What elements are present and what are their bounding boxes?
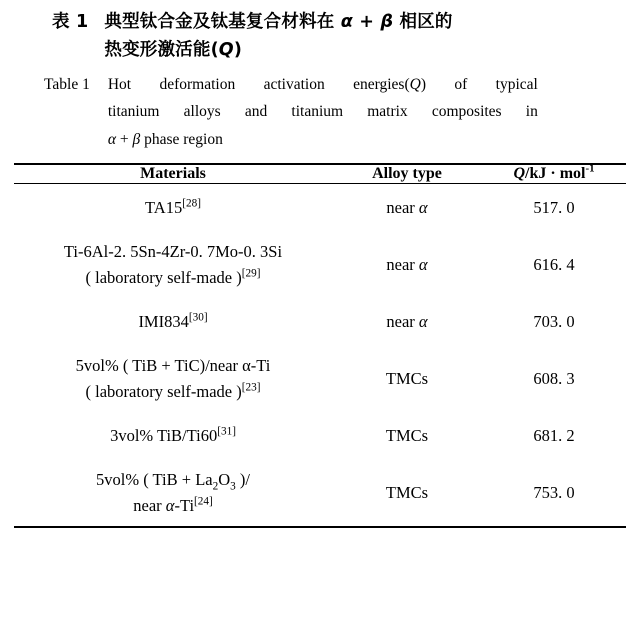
table-header-row bbox=[14, 165, 626, 184]
table-row bbox=[14, 298, 626, 346]
alloy-type-symbol: α bbox=[418, 312, 428, 332]
header-q-units: /kJ · mol bbox=[525, 165, 586, 183]
material-line-2 bbox=[14, 265, 332, 291]
material-note: ( laboratory self-made ) bbox=[85, 268, 242, 288]
alloy-type-symbol: α bbox=[418, 255, 428, 275]
caption-chinese-line-2 bbox=[104, 36, 452, 64]
material-line-1 bbox=[14, 195, 332, 221]
alloy-type-text: TMCs bbox=[385, 483, 429, 503]
cell-alloy-type bbox=[332, 346, 482, 412]
caption-en-l3-beta: β bbox=[132, 130, 141, 148]
caption-cn-l1-a: 典型钛合金及钛基复合材料在 bbox=[104, 12, 341, 32]
material-note: ( laboratory self-made ) bbox=[85, 382, 242, 402]
material-line-2 bbox=[14, 379, 332, 405]
alloy-type-text: near bbox=[386, 312, 419, 332]
table-row bbox=[14, 346, 626, 412]
caption-cn-l2-c: ) bbox=[233, 40, 243, 61]
activation-energy-table bbox=[14, 163, 626, 528]
material-line-1 bbox=[14, 423, 332, 449]
alloy-type-text: TMCs bbox=[385, 369, 429, 389]
cell-material bbox=[14, 184, 332, 232]
material-reference: [23] bbox=[241, 381, 261, 394]
caption-chinese-label: 表 1 bbox=[52, 12, 89, 32]
cell-material bbox=[14, 412, 332, 460]
material-line-1 bbox=[14, 239, 332, 265]
caption-en-l3-plus: + bbox=[115, 130, 133, 148]
cell-q-value: 753. 0 bbox=[533, 483, 575, 503]
cell-q-value: 616. 4 bbox=[533, 255, 575, 275]
cell-alloy-type bbox=[332, 460, 482, 527]
caption-cn-l1-beta: β bbox=[380, 12, 394, 32]
caption-en-l3-d: phase region bbox=[140, 130, 223, 148]
caption-english-text bbox=[108, 71, 538, 154]
header-q-value bbox=[482, 165, 626, 184]
caption-chinese-text bbox=[104, 8, 452, 65]
caption-english-label: Table 1 bbox=[44, 75, 90, 93]
cell-q-value: 681. 2 bbox=[533, 426, 575, 446]
cell-alloy-type bbox=[332, 298, 482, 346]
cell-material bbox=[14, 298, 332, 346]
material-reference: [24] bbox=[194, 495, 213, 508]
cell-alloy-type bbox=[332, 412, 482, 460]
cell-material bbox=[14, 346, 332, 412]
alloy-type-text: near bbox=[386, 255, 419, 275]
header-q-symbol: Q bbox=[513, 165, 526, 183]
material-name: 3vol% TiB/Ti60 bbox=[110, 426, 218, 446]
material-reference: [29] bbox=[241, 267, 261, 280]
material-name: Ti-6Al-2. 5Sn-4Zr-0. 7Mo-0. 3Si bbox=[63, 242, 283, 262]
caption-chinese bbox=[14, 8, 626, 65]
material-line-1 bbox=[14, 309, 332, 335]
cell-alloy-type bbox=[332, 232, 482, 298]
material-line-1: 5vol% ( TiB + $La_2O_3$ )/ bbox=[96, 470, 250, 493]
caption-en-l1-a: Hot deformation activation energies( bbox=[107, 75, 410, 93]
caption-chinese-line-1 bbox=[104, 8, 452, 36]
material-name: TA15 bbox=[145, 198, 183, 218]
alloy-type-symbol: α bbox=[418, 198, 428, 218]
material-line-1 bbox=[14, 353, 332, 379]
table-rule-bottom bbox=[14, 527, 626, 528]
caption-cn-l1-e: 相区的 bbox=[393, 12, 453, 32]
table-row bbox=[14, 412, 626, 460]
table-row bbox=[14, 232, 626, 298]
cell-q-value: 608. 3 bbox=[533, 369, 575, 389]
caption-english-line-2: titanium alloys and titanium matrix composites in bbox=[107, 103, 538, 121]
caption-cn-l2-q: Q bbox=[218, 40, 234, 61]
header-materials: Materials bbox=[140, 165, 206, 183]
alloy-type-text: TMCs bbox=[385, 426, 429, 446]
material-reference: [28] bbox=[182, 197, 201, 210]
caption-en-l3-alpha: α bbox=[107, 130, 116, 148]
caption-english-line-3 bbox=[108, 126, 538, 154]
material-name: IMI834 bbox=[138, 312, 189, 332]
header-alloy-type: Alloy type bbox=[372, 165, 442, 183]
table-row bbox=[14, 184, 626, 232]
caption-cn-l1-plus: + bbox=[353, 12, 381, 32]
cell-q-value: 517. 0 bbox=[533, 198, 575, 218]
alloy-type-text: near bbox=[386, 198, 419, 218]
header-q-exponent: -1 bbox=[585, 163, 595, 176]
cell-material bbox=[14, 460, 332, 527]
cell-alloy-type bbox=[332, 184, 482, 232]
caption-english-line-1 bbox=[108, 71, 538, 99]
material-reference: [30] bbox=[188, 311, 208, 324]
cell-material bbox=[14, 232, 332, 298]
material-line-2: near α-Ti[24] bbox=[133, 495, 213, 516]
caption-cn-l1-alpha: α bbox=[340, 12, 354, 32]
caption-en-l1-c: ) of typical bbox=[420, 75, 538, 93]
caption-en-l1-q: Q bbox=[409, 75, 421, 93]
caption-english bbox=[14, 71, 626, 154]
table-row bbox=[14, 460, 626, 527]
caption-cn-l2-a: 热变形激活能( bbox=[104, 40, 219, 61]
material-name: 5vol% ( TiB + TiC)/near α-Ti bbox=[75, 356, 271, 376]
material-reference: [31] bbox=[217, 425, 236, 438]
cell-q-value: 703. 0 bbox=[533, 312, 575, 332]
